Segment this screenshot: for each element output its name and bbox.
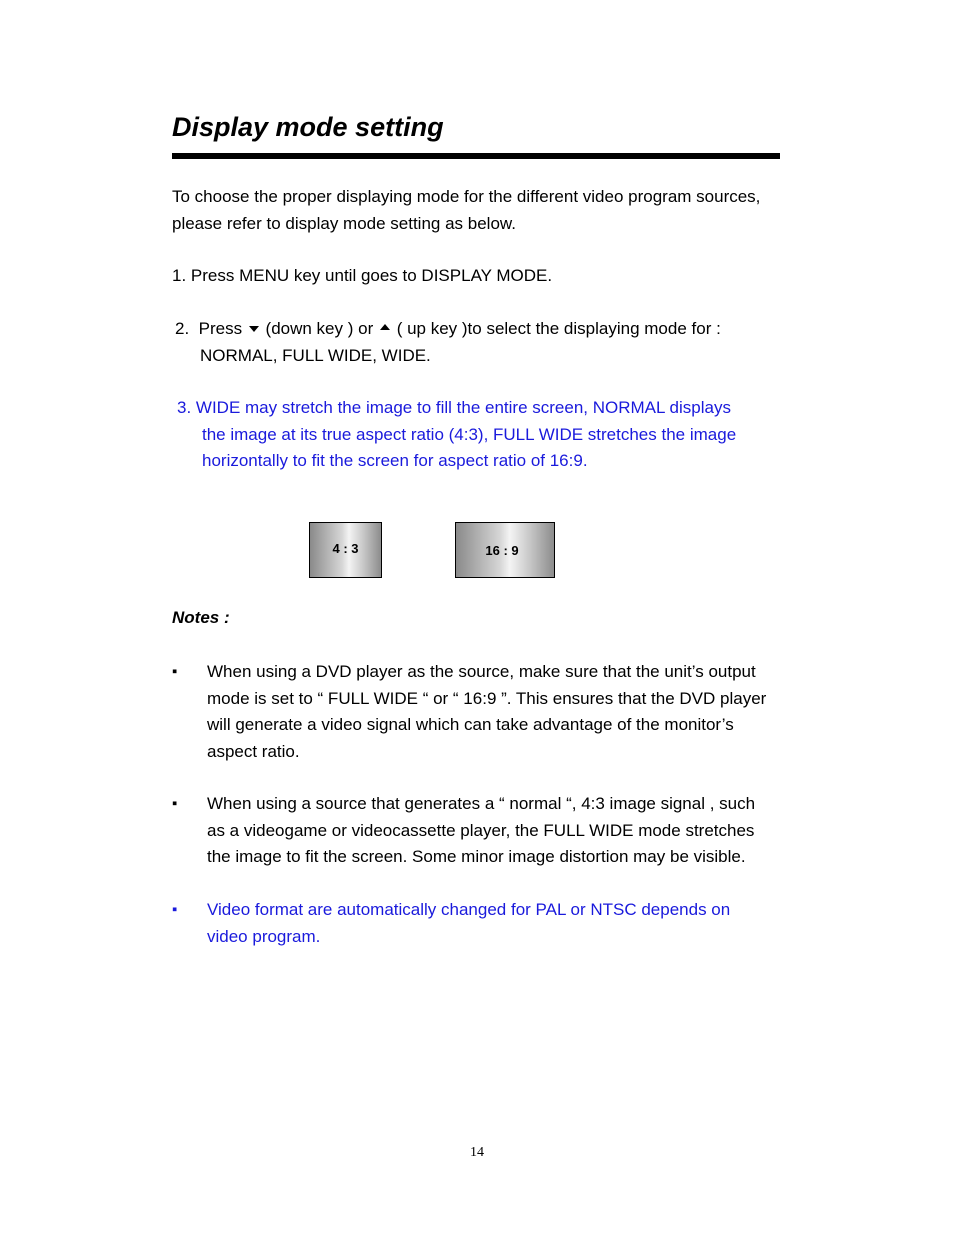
down-arrow-icon	[249, 326, 259, 332]
step-3-line: horizontally to fit the screen for aspect ratio of 16:9.	[202, 451, 588, 470]
aspect-ratio-16-9-label: 16 : 9	[485, 542, 519, 558]
intro-line: To choose the proper displaying mode for the different video program sources,	[172, 187, 761, 206]
up-arrow-icon	[380, 324, 390, 330]
notes-title: Notes :	[172, 608, 230, 627]
step-1-text: 1. Press MENU key until goes to DISPLAY MODE.	[172, 266, 553, 285]
aspect-ratio-4-3-label: 4 : 3	[332, 540, 359, 556]
bullet-icon: ▪	[172, 901, 178, 918]
note-line: When using a DVD player as the source, make sure that the unit’s output	[207, 662, 756, 681]
intro-paragraph	[172, 184, 760, 237]
note-line: the image to fit the screen. Some minor image distortion may be visible.	[207, 847, 746, 866]
step-3-line: the image at its true aspect ratio (4:3), FULL WIDE stretches the image	[202, 424, 737, 444]
step-2-suffix: ( up key )to select the displaying mode for :	[391, 319, 721, 338]
step-3	[177, 395, 736, 475]
step-1	[172, 263, 552, 290]
bullet-icon: ▪	[172, 795, 178, 812]
aspect-ratio-4-3-box	[309, 522, 382, 578]
note-text	[207, 897, 730, 950]
note-line: video program.	[207, 926, 321, 946]
note-text	[207, 659, 766, 765]
bullet-icon: ▪	[172, 663, 178, 680]
step-2-middle: (down key ) or	[260, 319, 378, 338]
step-2-line-2: NORMAL, FULL WIDE, WIDE.	[200, 345, 431, 365]
intro-line: please refer to display mode setting as below.	[172, 213, 516, 233]
note-line: as a videogame or videocassette player, the FULL WIDE mode stretches	[207, 820, 755, 840]
note-line: will generate a video signal which can take advantage of the monitor’s	[207, 715, 734, 734]
page-number: 14	[470, 1145, 484, 1160]
step-2-prefix: 2. Press	[175, 319, 247, 338]
aspect-ratio-16-9-box	[455, 522, 555, 578]
note-line: Video format are automatically changed for PAL or NTSC depends on	[207, 900, 731, 919]
note-line: When using a source that generates a “ normal “, 4:3 image signal , such	[207, 794, 756, 813]
step-2	[175, 316, 721, 369]
step-3-line: 3. WIDE may stretch the image to fill the entire screen, NORMAL displays	[177, 398, 731, 417]
title-underline	[172, 153, 780, 159]
note-line: aspect ratio.	[207, 741, 300, 761]
step-2-line	[175, 316, 721, 343]
note-text	[207, 791, 755, 871]
note-line: mode is set to “ FULL WIDE “ or “ 16:9 ”. This ensures that the DVD player	[207, 688, 767, 708]
page-title: Display mode setting	[172, 112, 444, 142]
